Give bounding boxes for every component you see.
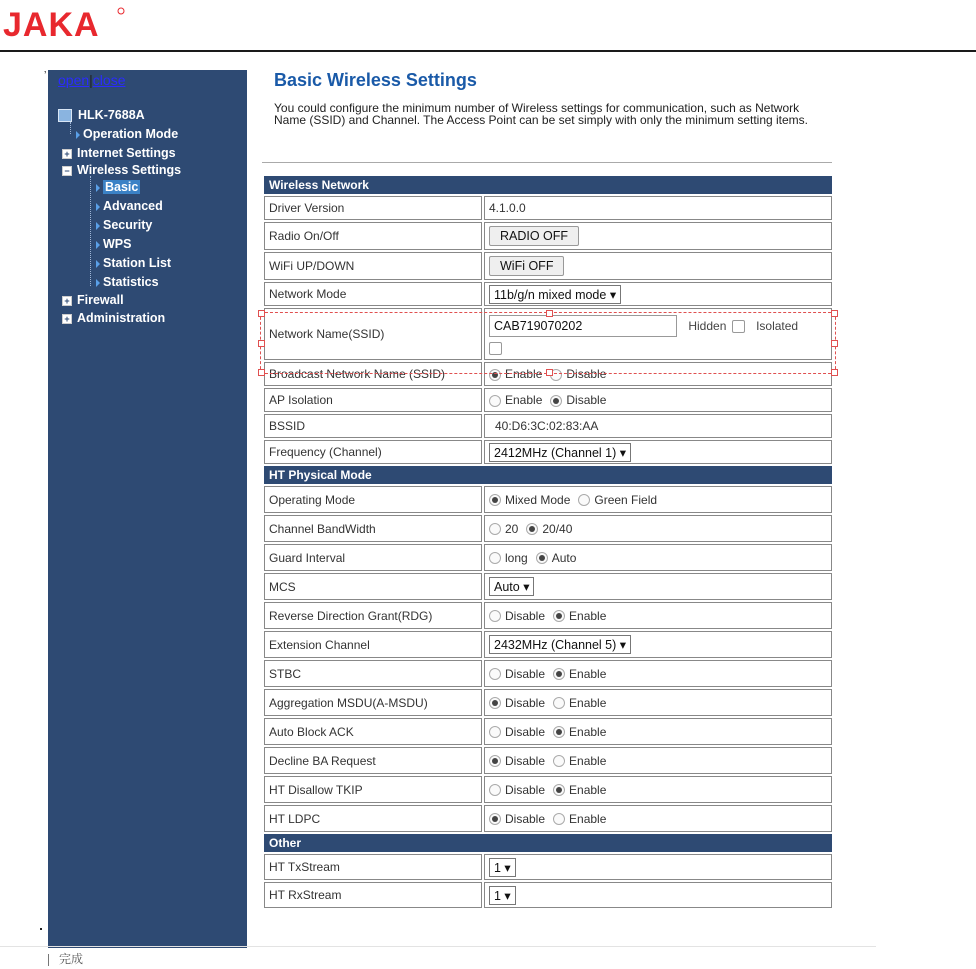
sidebar-item-wireless-settings[interactable]: − Wireless Settings: [62, 162, 181, 178]
rdg-disable-radio[interactable]: [489, 610, 501, 622]
jaka-logo: [3, 4, 128, 44]
guard-label: Guard Interval: [264, 544, 482, 571]
stbc-disable-radio[interactable]: [489, 668, 501, 680]
row-ext-channel: [264, 631, 832, 658]
row-stbc: STBC Disable Enable: [264, 660, 832, 687]
amsdu-enable-radio[interactable]: [553, 697, 565, 709]
corner-mark: ʼ: [44, 70, 47, 82]
apiso-disable-radio[interactable]: [550, 395, 562, 407]
status-bar: [48, 950, 83, 967]
section-header-ht: HT Physical Mode: [264, 466, 832, 484]
sidebar-item-operation-mode[interactable]: Operation Mode: [76, 126, 178, 142]
status-separator: [48, 954, 49, 966]
isolated-label: Isolated: [756, 318, 799, 333]
section-header-other: Other: [264, 834, 832, 852]
row-tkip: HT Disallow TKIP Disable Enable: [264, 776, 832, 803]
tkip-enable-radio[interactable]: [553, 784, 565, 796]
ap-isolation-label: AP Isolation: [264, 388, 482, 412]
decline-disable-radio[interactable]: [489, 755, 501, 767]
tx-stream-label: HT TxStream: [264, 854, 482, 880]
expand-icon: +: [62, 149, 72, 159]
guard-auto-radio[interactable]: [536, 552, 548, 564]
guard-long-radio[interactable]: [489, 552, 501, 564]
svg-text:JAKA: JAKA: [3, 6, 100, 44]
expand-icon: +: [62, 314, 72, 324]
stbc-enable-radio[interactable]: [553, 668, 565, 680]
row-amsdu: Aggregation MSDU(A-MSDU) Disable Enable: [264, 689, 832, 716]
page-icon: [96, 222, 100, 230]
header-divider: [0, 50, 976, 52]
mixed-mode-radio[interactable]: [489, 494, 501, 506]
row-network-mode: [264, 282, 832, 306]
tree-device[interactable]: [58, 107, 145, 123]
row-bssid: [264, 414, 832, 438]
sidebar-item-advanced[interactable]: Advanced: [96, 198, 163, 214]
sidebar-item-internet-settings[interactable]: + Internet Settings: [62, 145, 176, 161]
driver-version-label: Driver Version: [264, 196, 482, 220]
row-tx-stream: [264, 854, 832, 880]
broadcast-disable-radio[interactable]: [550, 369, 562, 381]
sidebar-item-statistics[interactable]: Statistics: [96, 274, 159, 290]
ssid-input[interactable]: CAB719070202: [489, 315, 677, 337]
apiso-enable-radio[interactable]: [489, 395, 501, 407]
settings-table: [262, 174, 834, 910]
rx-stream-select[interactable]: 1 ▾: [489, 886, 516, 905]
row-radio: [264, 222, 832, 250]
row-driver-version: [264, 196, 832, 220]
row-ap-isolation: AP Isolation Enable Disable: [264, 388, 832, 412]
row-frequency: [264, 440, 832, 464]
tx-stream-select[interactable]: 1 ▾: [489, 858, 516, 877]
row-autoblock: Auto Block ACK Disable Enable: [264, 718, 832, 745]
link-separator: |: [89, 72, 93, 88]
radio-label: Radio On/Off: [264, 222, 482, 250]
amsdu-label: Aggregation MSDU(A-MSDU): [264, 689, 482, 716]
decline-enable-radio[interactable]: [553, 755, 565, 767]
row-ssid: [264, 308, 832, 360]
sidebar-item-wps[interactable]: WPS: [96, 236, 131, 252]
ldpc-label: HT LDPC: [264, 805, 482, 832]
sidebar-nav: [44, 70, 247, 948]
device-label: HLK-7688A: [78, 108, 145, 122]
page-icon: [96, 203, 100, 211]
row-broadcast: Broadcast Network Name (SSID) Enable Disable: [264, 362, 832, 386]
page-icon: [76, 131, 80, 139]
tkip-disable-radio[interactable]: [489, 784, 501, 796]
row-bandwidth: Channel BandWidth 20 20/40: [264, 515, 832, 542]
tree-controls: [58, 72, 125, 88]
wifi-label: WiFi UP/DOWN: [264, 252, 482, 280]
computer-icon: [58, 109, 72, 122]
row-guard: Guard Interval long Auto: [264, 544, 832, 571]
status-divider: [0, 946, 876, 947]
network-mode-label: Network Mode: [264, 282, 482, 306]
radio-off-button[interactable]: RADIO OFF: [489, 226, 579, 246]
page-icon: [96, 241, 100, 249]
frequency-label: Frequency (Channel): [264, 440, 482, 464]
rdg-label: Reverse Direction Grant(RDG): [264, 602, 482, 629]
section-header-wireless: Wireless Network: [264, 176, 832, 194]
row-operating-mode: Operating Mode Mixed Mode Green Field: [264, 486, 832, 513]
page-icon: [96, 279, 100, 287]
collapse-icon: −: [62, 166, 72, 176]
sidebar-item-administration[interactable]: + Administration: [62, 310, 165, 326]
sidebar-item-security[interactable]: Security: [96, 217, 152, 233]
network-mode-select[interactable]: 11b/g/n mixed mode ▾: [489, 285, 621, 304]
bw-20-radio[interactable]: [489, 523, 501, 535]
stbc-label: STBC: [264, 660, 482, 687]
page-icon: [96, 260, 100, 268]
broadcast-label: Broadcast Network Name (SSID): [264, 362, 482, 386]
decline-label: Decline BA Request: [264, 747, 482, 774]
isolated-checkbox[interactable]: [489, 342, 502, 355]
row-ldpc: HT LDPC Disable Enable: [264, 805, 832, 832]
mcs-select[interactable]: Auto ▾: [489, 577, 534, 596]
ext-channel-select[interactable]: 2432MHz (Channel 5) ▾: [489, 635, 631, 654]
sidebar-item-station-list[interactable]: Station List: [96, 255, 171, 271]
expand-icon: +: [62, 296, 72, 306]
row-mcs: [264, 573, 832, 600]
bandwidth-label: Channel BandWidth: [264, 515, 482, 542]
close-link[interactable]: close: [92, 72, 126, 88]
autoblock-label: Auto Block ACK: [264, 718, 482, 745]
driver-version-value: 4.1.0.0: [484, 196, 832, 220]
autoblock-disable-radio[interactable]: [489, 726, 501, 738]
amsdu-disable-radio[interactable]: [489, 697, 501, 709]
page-description: You could configure the minimum number of Wireless settings for communication, such as Network Name (SSID) and Channel. The Access Point can be set simply with only the minimum setting items.: [274, 101, 809, 127]
ldpc-enable-radio[interactable]: [553, 813, 565, 825]
row-wifi: [264, 252, 832, 280]
open-link[interactable]: open: [58, 72, 90, 88]
bw-2040-radio[interactable]: [526, 523, 538, 535]
title-divider: [262, 162, 832, 163]
page-title: Basic Wireless Settings: [274, 70, 477, 90]
dot-mark: [40, 928, 42, 930]
hidden-label: Hidden: [688, 318, 727, 333]
bssid-value: 40:D6:3C:02:83:AA: [484, 414, 832, 438]
ssid-label: Network Name(SSID): [264, 308, 482, 360]
bssid-label: BSSID: [264, 414, 482, 438]
page-icon: [96, 184, 100, 192]
tkip-label: HT Disallow TKIP: [264, 776, 482, 803]
green-field-radio[interactable]: [578, 494, 590, 506]
frequency-select[interactable]: 2412MHz (Channel 1) ▾: [489, 443, 631, 462]
sidebar-item-basic[interactable]: Basic: [96, 179, 140, 195]
operating-mode-label: Operating Mode: [264, 486, 482, 513]
row-decline: Decline BA Request Disable Enable: [264, 747, 832, 774]
autoblock-enable-radio[interactable]: [553, 726, 565, 738]
row-rdg: Reverse Direction Grant(RDG) Disable Enable: [264, 602, 832, 629]
ext-channel-label: Extension Channel: [264, 631, 482, 658]
sidebar-item-firewall[interactable]: + Firewall: [62, 292, 124, 308]
status-text: 完成: [59, 952, 84, 966]
ldpc-disable-radio[interactable]: [489, 813, 501, 825]
broadcast-enable-radio[interactable]: [489, 369, 501, 381]
rdg-enable-radio[interactable]: [553, 610, 565, 622]
rx-stream-label: HT RxStream: [264, 882, 482, 908]
mcs-label: MCS: [264, 573, 482, 600]
hidden-checkbox[interactable]: [732, 320, 745, 333]
wifi-off-button[interactable]: WiFi OFF: [489, 256, 564, 276]
row-rx-stream: [264, 882, 832, 908]
